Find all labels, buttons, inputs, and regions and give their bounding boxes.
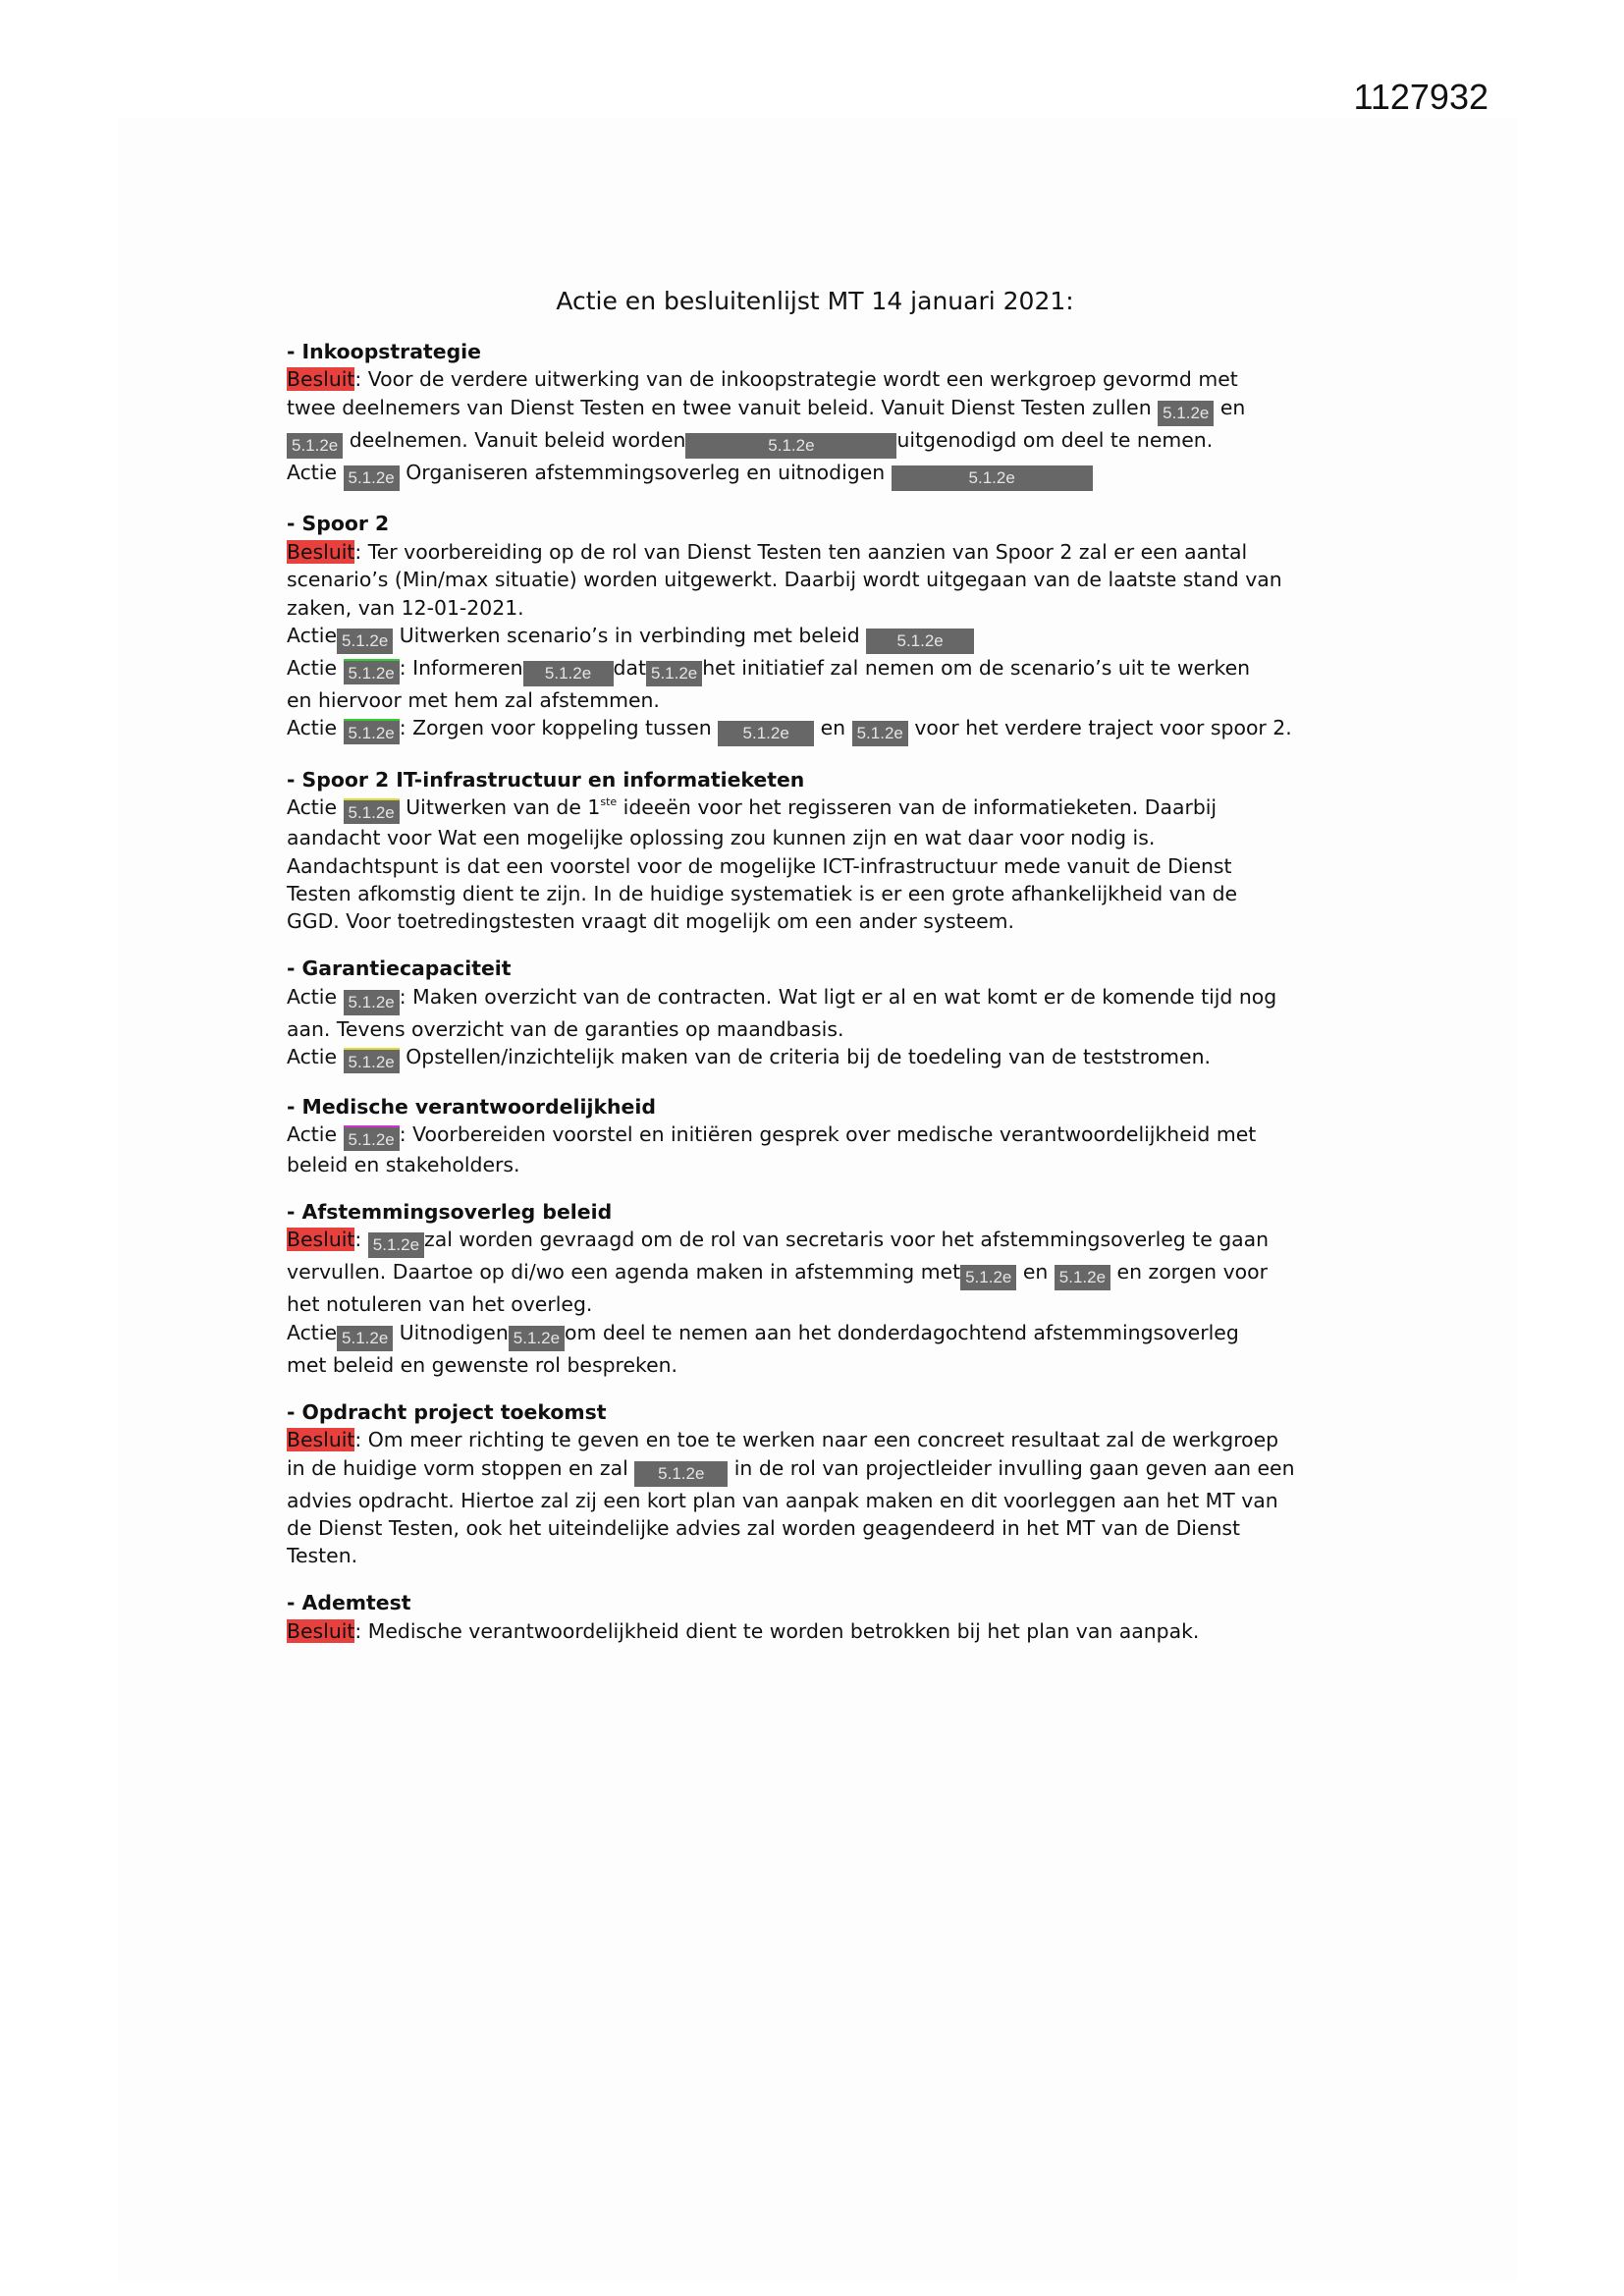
section	[287, 510, 1367, 746]
text: en	[1214, 395, 1246, 419]
text: Opstellen/inzichtelijk maken van de criteria bij de toedeling van de teststromen.	[399, 1045, 1211, 1069]
text-line	[287, 880, 1367, 907]
text-line	[287, 1015, 1367, 1043]
text: scenario’s (Min/max situatie) worden uitgewerkt. Daarbij wordt uitgegaan van de laatste stand van	[287, 568, 1282, 592]
text: het initiatief zal nemen om de scenario’s uit te werken	[702, 655, 1251, 680]
text: : Om meer richting te geven en toe te werken naar een concreet resultaat zal de werkgroep	[354, 1428, 1279, 1452]
text-line	[287, 1542, 1367, 1569]
text: en zorgen voor	[1110, 1260, 1268, 1285]
text: GGD. Voor toetredingstesten vraagt dit mogelijk om een ander systeem.	[287, 909, 1015, 934]
text: Actie	[287, 1122, 344, 1147]
redaction-box: 5.1.2e	[1158, 401, 1214, 426]
document-body	[287, 338, 1367, 1665]
section-heading: - Garantiecapaciteit	[287, 957, 512, 981]
section-heading: - Spoor 2	[287, 512, 390, 536]
redaction-box: 5.1.2e	[337, 629, 393, 654]
redaction-box: 5.1.2e	[852, 721, 908, 746]
text: en hiervoor met hem zal afstemmen.	[287, 687, 660, 712]
redaction-box: 5.1.2e	[523, 661, 614, 686]
section	[287, 1198, 1367, 1379]
text: beleid en stakeholders.	[287, 1153, 520, 1177]
redaction-box: 5.1.2e	[337, 1326, 393, 1351]
text-line	[287, 714, 1367, 746]
text: aandacht voor Wat een mogelijke oplossing zou kunnen zijn en wat daar voor nodig is.	[287, 826, 1156, 850]
text: : Maken overzicht van de contracten. Wat ligt er al en wat komt er de komende tijd nog	[399, 984, 1277, 1009]
text-line	[287, 824, 1367, 851]
redaction-box: 5.1.2e	[1055, 1265, 1110, 1290]
superscript: ste	[600, 795, 618, 809]
text: voor het verdere traject voor spoor 2.	[907, 716, 1292, 740]
section	[287, 766, 1367, 936]
text: Actie	[287, 655, 344, 680]
text-line	[287, 538, 1367, 566]
text-line	[287, 1487, 1367, 1514]
text: met beleid en gewenste rol bespreken.	[287, 1352, 678, 1377]
text: vervullen. Daartoe op di/wo een agenda maken in afstemming met	[287, 1260, 961, 1285]
text: Actie	[287, 1045, 344, 1069]
document-title: Actie en besluitenlijst MT 14 januari 2021:	[556, 287, 1074, 315]
text: zal worden gevraagd om de rol van secretaris voor het afstemmingsoverleg te gaan	[424, 1228, 1270, 1252]
besluit-label: Besluit	[287, 539, 355, 564]
text: om deel te nemen aan het donderdagochtend afstemmingsoverleg	[565, 1320, 1239, 1344]
text: het notuleren van het overleg.	[287, 1292, 593, 1317]
redaction-box: 5.1.2e	[344, 1048, 400, 1073]
text: Actie	[287, 623, 338, 647]
redaction-box: 5.1.2e	[892, 465, 1093, 491]
text: deelnemen. Vanuit beleid worden	[343, 427, 686, 452]
text-line	[287, 1043, 1367, 1073]
text: : Informeren	[399, 655, 523, 680]
text-line	[287, 983, 1367, 1015]
text: de Dienst Testen, ook het uiteindelijke advies zal worden geagendeerd in het MT van de Dienst	[287, 1515, 1241, 1540]
text: Actie	[287, 1320, 338, 1344]
redaction-box: 5.1.2e	[287, 433, 343, 459]
text-line	[287, 622, 1367, 654]
text: twee deelnemers van Dienst Testen en twee vanuit beleid. Vanuit Dienst Testen zullen	[287, 395, 1159, 419]
redaction-box: 5.1.2e	[634, 1461, 728, 1487]
text: : Ter voorbereiding op de rol van Dienst Testen ten aanzien van Spoor 2 zal er een aantal	[354, 539, 1248, 564]
text: en	[1016, 1260, 1055, 1285]
text-line	[287, 1319, 1367, 1351]
text-line	[287, 426, 1367, 459]
text-line	[287, 793, 1367, 824]
text: dat	[613, 655, 646, 680]
redaction-box: 5.1.2e	[509, 1326, 565, 1351]
section-heading: - Opdracht project toekomst	[287, 1399, 607, 1424]
besluit-label: Besluit	[287, 1428, 355, 1452]
redaction-box: 5.1.2e	[344, 990, 400, 1015]
redaction-box: 5.1.2e	[344, 719, 400, 744]
section-heading: - Spoor 2 IT-infrastructuur en informatieketen	[287, 767, 805, 792]
text-line	[287, 686, 1367, 714]
text-line	[287, 1151, 1367, 1178]
text: : Voorbereiden voorstel en initiëren gesprek over medische verantwoordelijkheid met	[399, 1122, 1257, 1147]
text: in de rol van projectleider invulling gaan geven aan een	[728, 1455, 1295, 1480]
text-line	[287, 394, 1367, 426]
text-line	[287, 1514, 1367, 1542]
text-line	[287, 1290, 1367, 1318]
redaction-box: 5.1.2e	[344, 798, 400, 824]
text: Uitwerken van de 1	[399, 795, 601, 820]
text: Organiseren afstemmingsoverleg en uitnodigen	[399, 460, 892, 484]
text-line	[287, 365, 1367, 393]
text: Uitnodigen	[393, 1320, 509, 1344]
text: aan. Tevens overzicht van de garanties op maandbasis.	[287, 1016, 844, 1041]
section	[287, 1589, 1367, 1645]
redaction-box: 5.1.2e	[646, 661, 702, 686]
text-line	[287, 1426, 1367, 1453]
redaction-box: 5.1.2e	[960, 1265, 1016, 1290]
redaction-box: 5.1.2e	[344, 659, 400, 684]
section-heading: - Afstemmingsoverleg beleid	[287, 1200, 613, 1224]
section-heading: - Ademtest	[287, 1591, 411, 1615]
text-line	[287, 1351, 1367, 1379]
redaction-box: 5.1.2e	[344, 1125, 400, 1151]
text: en	[814, 716, 852, 740]
redaction-box: 5.1.2e	[344, 465, 400, 491]
text: in de huidige vorm stoppen en zal	[287, 1455, 635, 1480]
text-line	[287, 566, 1367, 593]
text-line	[287, 852, 1367, 880]
text: zaken, van 12-01-2021.	[287, 595, 524, 620]
text-line	[287, 459, 1367, 491]
text: Testen afkomstig dient te zijn. In de huidige systematiek is er een grote afhankelijkheid van de	[287, 882, 1238, 906]
redaction-box: 5.1.2e	[866, 629, 974, 654]
section	[287, 1093, 1367, 1179]
text: Testen.	[287, 1544, 358, 1568]
text: Uitwerken scenario’s in verbinding met beleid	[393, 623, 867, 647]
section-heading: - Inkoopstrategie	[287, 340, 481, 363]
text-line	[287, 654, 1367, 686]
section-heading: - Medische verantwoordelijkheid	[287, 1094, 656, 1119]
section	[287, 955, 1367, 1073]
besluit-label: Besluit	[287, 1618, 355, 1643]
text: Actie	[287, 460, 344, 484]
text: Actie	[287, 716, 344, 740]
text: advies opdracht. Hiertoe zal zij een kort plan van aanpak maken en dit voorleggen aan het MT van	[287, 1488, 1278, 1512]
text: : Voor de verdere uitwerking van de inkoopstrategie wordt een werkgroep gevormd met	[354, 367, 1238, 392]
text: : Medische verantwoordelijkheid dient te worden betrokken bij het plan van aanpak.	[354, 1618, 1200, 1643]
text: Actie	[287, 795, 344, 820]
besluit-label: Besluit	[287, 1228, 355, 1252]
text: ideeën voor het regisseren van de informatieketen. Daarbij	[617, 795, 1218, 820]
text-line	[287, 1617, 1367, 1645]
document-number: 1127932	[1353, 77, 1489, 117]
text-line	[287, 1454, 1367, 1487]
text-line	[287, 1258, 1367, 1290]
redaction-box: 5.1.2e	[368, 1232, 424, 1258]
text-line	[287, 1226, 1367, 1258]
text: Actie	[287, 984, 344, 1009]
text: uitgenodigd om deel te nemen.	[896, 427, 1214, 452]
text: Aandachtspunt is dat een voorstel voor de mogelijke ICT-infrastructuur mede vanuit de Dienst	[287, 853, 1232, 878]
section	[287, 338, 1367, 491]
text-line	[287, 907, 1367, 935]
text-line	[287, 1121, 1367, 1151]
besluit-label: Besluit	[287, 367, 355, 392]
text-line	[287, 594, 1367, 622]
text: : Zorgen voor koppeling tussen	[399, 716, 719, 740]
section	[287, 1398, 1367, 1570]
redaction-box: 5.1.2e	[718, 721, 814, 746]
text: :	[354, 1228, 368, 1252]
redaction-box: 5.1.2e	[685, 433, 896, 459]
